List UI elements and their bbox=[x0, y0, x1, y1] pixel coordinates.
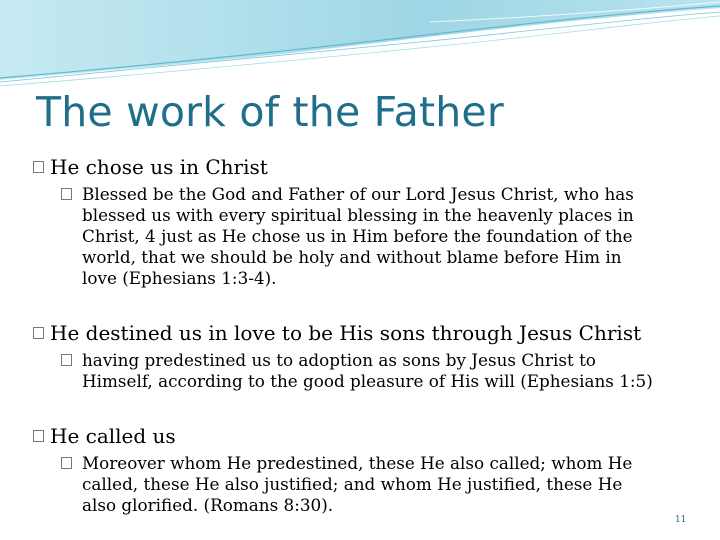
sub-line: having predestined us to adoption as sons by Jesus Christ to bbox=[82, 350, 596, 370]
sub-bullet-box-icon bbox=[61, 188, 72, 200]
point-2 bbox=[33, 321, 641, 345]
sub-bullet-box-icon bbox=[61, 457, 72, 469]
bullet-box-icon bbox=[33, 430, 44, 442]
bullet-box-icon bbox=[33, 161, 44, 173]
point-3-sub bbox=[82, 453, 632, 516]
sub-line: Moreover whom He predestined, these He also called; whom He bbox=[82, 453, 633, 473]
point-1 bbox=[33, 155, 268, 179]
sub-line: world, that we should be holy and without blame before Him in bbox=[82, 247, 622, 267]
header-wave-decoration bbox=[0, 0, 720, 90]
point-3 bbox=[33, 424, 176, 448]
point-2-sub bbox=[82, 350, 653, 392]
bullet-box-icon bbox=[33, 327, 44, 339]
sub-line: Blessed be the God and Father of our Lord Jesus Christ, who has bbox=[82, 184, 634, 204]
sub-line: love (Ephesians 1:3-4). bbox=[82, 268, 277, 288]
sub-line: called, these He also justified; and whom He justified, these He bbox=[82, 474, 623, 494]
point-1-heading: He chose us in Christ bbox=[50, 155, 268, 179]
sub-line: Himself, according to the good pleasure of His will (Ephesians 1:5) bbox=[82, 371, 653, 391]
sub-line: blessed us with every spiritual blessing in the heavenly places in bbox=[82, 205, 634, 225]
point-1-sub bbox=[82, 184, 634, 289]
point-2-heading: He destined us in love to be His sons through Jesus Christ bbox=[50, 321, 642, 345]
sub-bullet-box-icon bbox=[61, 354, 72, 366]
page-number: 11 bbox=[675, 515, 687, 525]
sub-line: Christ, 4 just as He chose us in Him before the foundation of the bbox=[82, 226, 633, 246]
slide-title: The work of the Father bbox=[36, 88, 504, 136]
point-3-heading: He called us bbox=[50, 424, 176, 448]
sub-line: also glorified. (Romans 8:30). bbox=[82, 495, 334, 515]
